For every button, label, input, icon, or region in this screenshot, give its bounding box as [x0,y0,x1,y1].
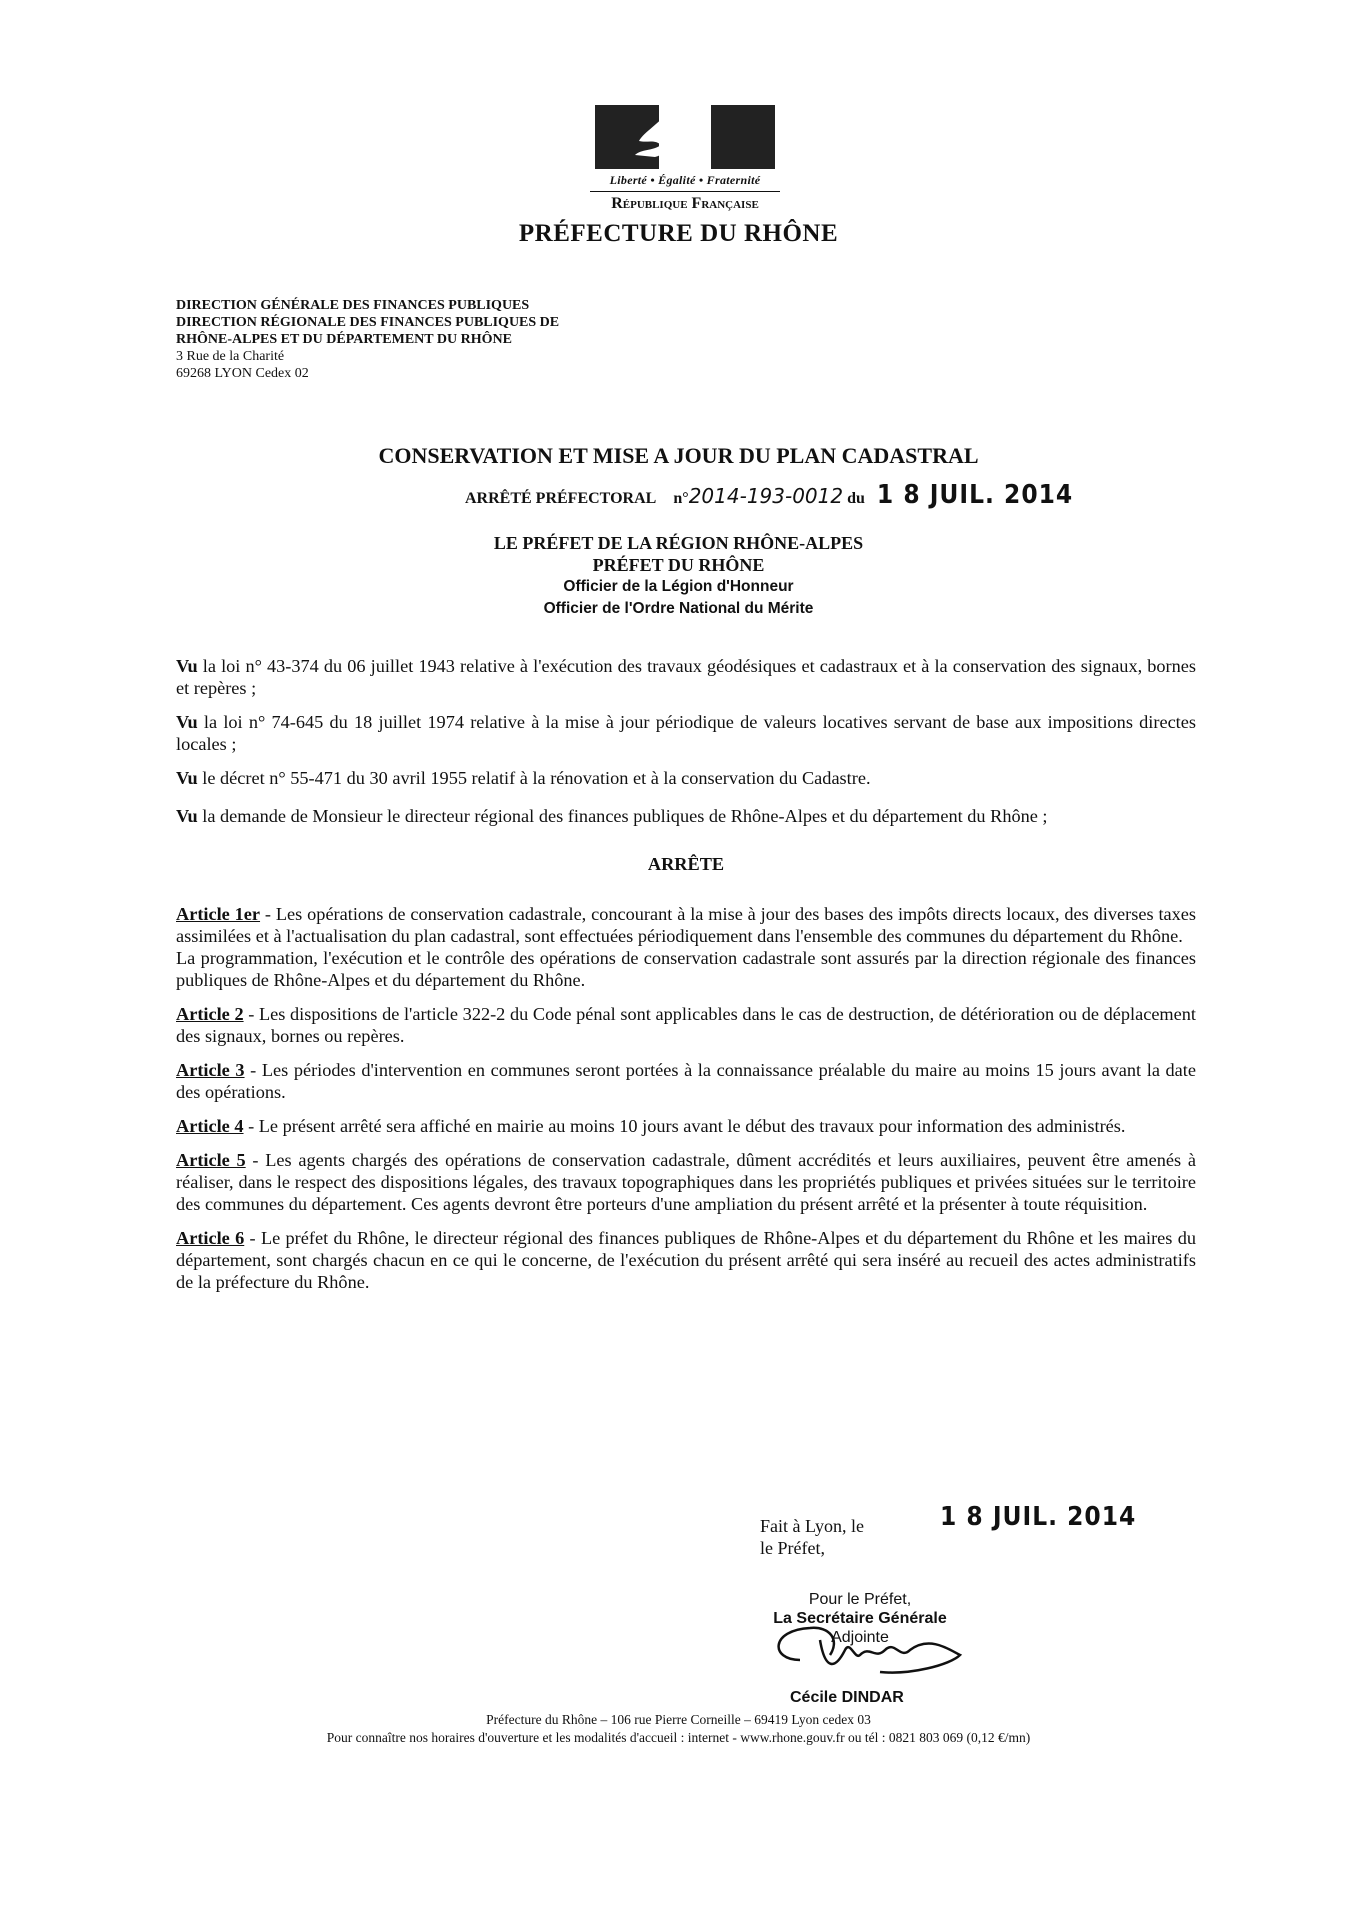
article-paragraph: Article 6 - Le préfet du Rhône, le directeur régional des finances publiques de Rhône-Alpes et du département du Rhône et les maires du département, sont chargés chacun en ce qui le concerne, de l'exécution du présent arrêté qui sera inséré au recueil des actes administratifs de la préfecture du Rhône. [176,1228,1196,1292]
prefet-title-line: LE PRÉFET DE LA RÉGION RHÔNE-ALPES [493,533,864,553]
republic-name: République Française [590,191,780,213]
prefet-titles [0,532,1357,620]
sender-line: DIRECTION GÉNÉRALE DES FINANCES PUBLIQUES [176,298,530,313]
signature-pour: Pour le Préfet, [808,1591,912,1608]
article-paragraph: Article 3 - Les périodes d'intervention en communes seront portées à la connaissance préalable du maire au moins 15 jours avant la date des opérations. [176,1060,1196,1102]
prefet-title-line: PRÉFET DU RHÔNE [592,555,765,575]
article-paragraph: Article 2 - Les dispositions de l'article 322-2 du Code pénal sont applicables dans le cas de destruction, de détérioration ou de déplacement des signaux, bornes ou repères. [176,1004,1196,1046]
du-label: du [847,490,865,507]
marianne-logo-icon [595,105,775,169]
republic-logo [590,105,780,213]
document-body [176,655,1196,1305]
fait-a-lyon: Fait à Lyon, le [760,1516,864,1536]
sender-address [176,297,559,382]
signatory-name: Cécile DINDAR [790,1689,904,1706]
vu-paragraph: Vu la loi n° 74-645 du 18 juillet 1974 relative à la mise à jour périodique de valeurs locatives servant de base aux impositions directes locales ; [176,712,1196,754]
article-paragraph: Article 5 - Les agents chargés des opérations de conservation cadastrale, dûment accrédités et leurs auxiliaires, peuvent être amenés à réaliser, dans le respect des dispositions légales, des travaux topographiques dans les propriétés publiques et privées situées sur le territoire des communes du département. Ces agents devront être porteurs d'une ampliation du présent arrêté et la présenter à toute réquisition. [176,1150,1196,1214]
article-paragraph-extra: La programmation, l'exécution et le contrôle des opérations de conservation cadastrale sont assurés par la direction régionale des finances publiques de Rhône-Alpes et du département du Rhône. [176,948,1196,990]
footer-address: Préfecture du Rhône – 106 rue Pierre Corneille – 69419 Lyon cedex 03 [486,1712,871,1727]
page-footer [0,1711,1357,1747]
article-paragraph: Article 1er - Les opérations de conservation cadastrale, concourant à la mise à jour des bases des impôts directs locaux, des diverses taxes assimilées et à l'actualisation du plan cadastral, sont effectuées périodiquement dans l'ensemble des communes du département du Rhône. [176,904,1197,946]
sender-street: 3 Rue de la Charité [176,349,285,364]
signature-role: La Secrétaire Générale [773,1610,947,1627]
prefet-honor-line: Officier de la Légion d'Honneur [563,578,794,595]
article-paragraph: Article 4 - Le présent arrêté sera affiché en mairie au moins 10 jours avant le début des travaux pour information des administrés. [176,1116,1126,1136]
handwritten-number: 2014-193-0012 [688,484,844,508]
sender-city: 69268 LYON Cedex 02 [176,366,309,381]
handwritten-signature-icon [760,1620,990,1690]
sender-line: DIRECTION RÉGIONALE DES FINANCES PUBLIQUES DE [176,315,560,330]
signature-role2: Adjointe [831,1629,889,1646]
arrete-reference [465,480,1073,510]
signature-date-stamp: 1 8 JUIL. 2014 [940,1502,1137,1532]
vu-paragraph: Vu le décret n° 55-471 du 30 avril 1955 relatif à la rénovation et à la conservation du Cadastre. [176,768,871,788]
arrete-label: ARRÊTÉ PRÉFECTORAL [465,490,656,507]
footer-contact: Pour connaître nos horaires d'ouverture et les modalités d'accueil : internet - www.rhone.gouv.fr ou tél : 0821 803 069 (0,12 €/mn) [326,1730,1031,1745]
republic-motto: Liberté • Égalité • Fraternité [609,173,761,187]
prefet-honor-line: Officier de l'Ordre National du Mérite [543,600,814,617]
signature-place-date [760,1515,864,1559]
vu-paragraph: Vu la demande de Monsieur le directeur régional des finances publiques de Rhône-Alpes et du département du Rhône ; [176,806,1048,826]
arrete-heading: ARRÊTE [647,854,725,874]
document-title: CONSERVATION ET MISE A JOUR DU PLAN CADASTRAL [378,443,979,468]
number-prefix: n° [673,490,689,507]
date-stamp: 1 8 JUIL. 2014 [876,480,1074,510]
prefecture-title: PRÉFECTURE DU RHÔNE [518,220,839,247]
signature-prefet: le Préfet, [760,1538,825,1558]
vu-paragraph: Vu la loi n° 43-374 du 06 juillet 1943 relative à l'exécution des travaux géodésiques et cadastraux et à la conservation des signaux, bornes et repères ; [176,656,1196,698]
sender-line: RHÔNE-ALPES ET DU DÉPARTEMENT DU RHÔNE [176,332,512,347]
